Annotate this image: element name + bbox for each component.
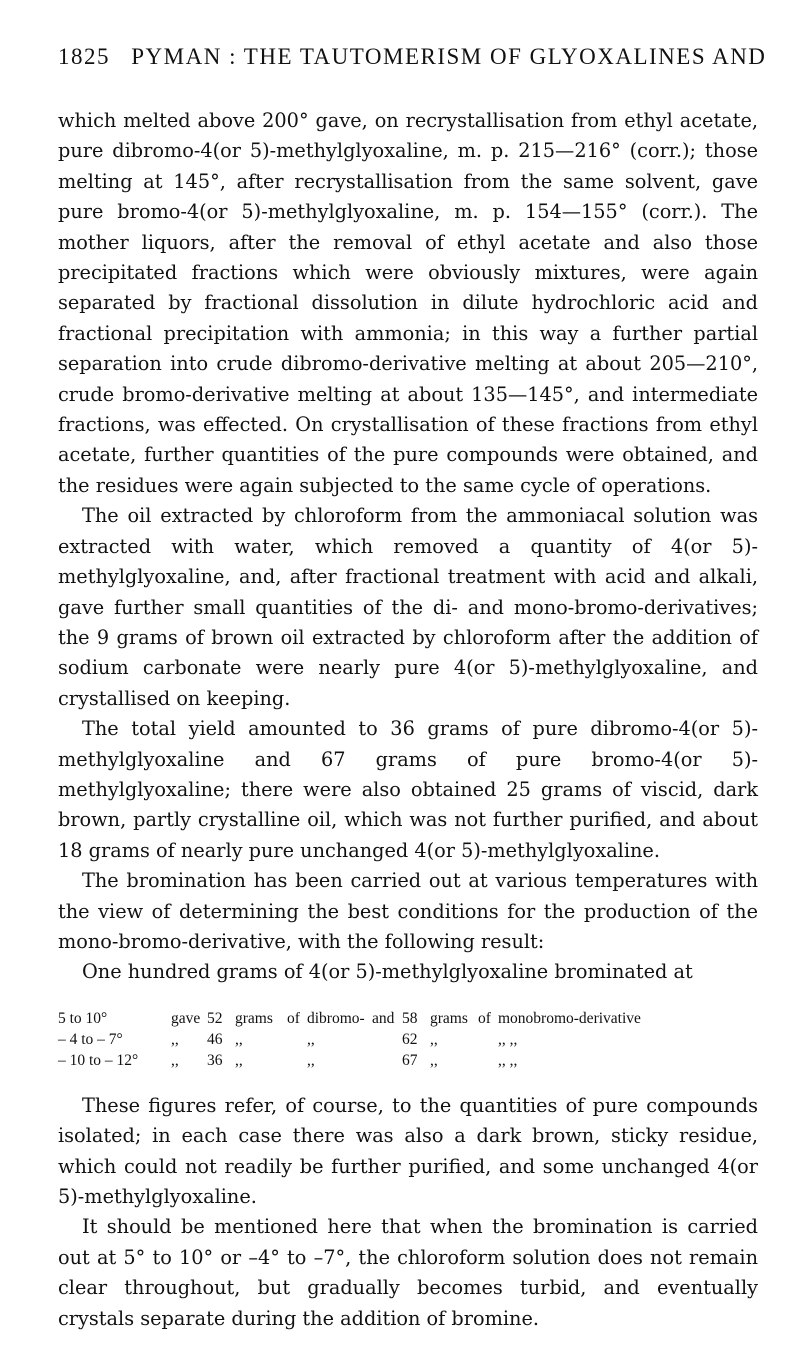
table-cell: of <box>478 1009 491 1027</box>
paragraph: which melted above 200° gave, on recrystallisation from ethyl acetate, pure dibromo-4(or 5)-methylglyoxaline, m. p. 215—216° (corr.); those melting at 145°, after recrystallisation from the same solvent, gave pure bromo-4(or 5)-methylglyoxaline, m. p. 154—155° (corr.). The mother liquors, after the removal of ethyl acetate and also those precipitated fractions which were obviously mixtures, were again separated by fractional dissolution in dilute hydrochloric acid and fractional precipitation with ammonia; in this way a further partial separation into crude dibromo-derivative melting at about 205—210°, crude bromo-derivative melting at about 135—145°, and intermediate fractions, was effected. On crystallisation of these fractions from ethyl acetate, further quantities of the pure compounds were obtained, and the residues were again subjected to the same cycle of operations. <box>58 109 758 497</box>
monobromo-grams: 58 <box>402 1009 418 1027</box>
table-cell: ,, <box>171 1030 179 1048</box>
table-cell: ,, ,, <box>498 1030 518 1048</box>
bromination-results-table <box>58 1008 758 1071</box>
table-cell <box>478 1029 498 1050</box>
table-cell: and <box>372 1009 395 1027</box>
table-cell: ,, <box>430 1051 438 1069</box>
temperature-range: – 4 to – 7° <box>58 1030 123 1048</box>
table-row <box>58 1029 758 1050</box>
table-cell: grams <box>430 1009 468 1027</box>
dibromo-grams: 46 <box>207 1030 223 1048</box>
table-cell: ,, <box>171 1051 179 1069</box>
table-cell: ,, ,, <box>498 1051 518 1069</box>
paragraph: The oil extracted by chloroform from the ammoniacal solution was extracted with water, which removed a quantity of 4(or 5)-methylglyoxaline, and, after fractional treatment with acid and alkali, gave further small quantities of the di- and mono-bromo-derivatives; the 9 grams of brown oil extracted by chloroform after the addition of sodium carbonate were nearly pure 4(or 5)-methylglyoxaline, and crystallised on keeping. <box>58 504 758 710</box>
table-row <box>58 1008 758 1029</box>
table-cell: ,, <box>235 1051 243 1069</box>
dibromo-grams: 36 <box>207 1051 223 1069</box>
monobromo-grams: 67 <box>402 1051 418 1069</box>
table-cell: ,, <box>430 1030 438 1048</box>
temperature-range: – 10 to – 12° <box>58 1051 139 1069</box>
table-cell: ,, <box>235 1030 243 1048</box>
paragraph: One hundred grams of 4(or 5)-methylglyoxaline brominated at <box>82 960 693 984</box>
table-cell: grams <box>235 1009 273 1027</box>
table-cell: gave <box>171 1009 201 1027</box>
table-cell: ,, <box>307 1051 315 1069</box>
table-cell <box>287 1050 307 1071</box>
table-cell: ,, <box>307 1030 315 1048</box>
running-header <box>58 44 767 84</box>
table-row <box>58 1050 758 1071</box>
temperature-range: 5 to 10° <box>58 1009 108 1027</box>
running-title: PYMAN : THE TAUTOMERISM OF GLYOXALINES AND <box>131 44 767 69</box>
paragraph: The bromination has been carried out at various temperatures with the view of determining the best conditions for the production of the mono-bromo-derivative, with the following result: <box>58 869 758 953</box>
page-number: 1825 <box>58 44 110 69</box>
paragraph: The total yield amounted to 36 grams of pure dibromo-4(or 5)-methylglyoxaline and 67 grams of pure bromo-4(or 5)-methylglyoxaline; there were also obtained 25 grams of viscid, dark brown, partly crystalline oil, which was not further purified, and about 18 grams of nearly pure unchanged 4(or 5)-methylglyoxaline. <box>58 717 758 862</box>
table-cell <box>478 1050 498 1071</box>
paragraph: It should be mentioned here that when the bromination is carried out at 5° to 10° or –4° to –7°, the chloroform solution does not remain clear throughout, but gradually becomes turbid, and eventually crystals separate during the addition of bromine. <box>58 1215 758 1330</box>
body-text <box>58 106 758 1334</box>
monobromo-grams: 62 <box>402 1030 418 1048</box>
paragraph: These figures refer, of course, to the quantities of pure compounds isolated; in each case there was also a dark brown, sticky residue, which could not readily be further purified, and some unchanged 4(or 5)-methylglyoxaline. <box>58 1093 758 1208</box>
table-cell <box>372 1050 402 1071</box>
dibromo-grams: 52 <box>207 1009 223 1027</box>
table-cell: monobromo-derivative <box>498 1009 641 1027</box>
table-cell <box>372 1029 402 1050</box>
table-cell: dibromo- <box>307 1009 365 1027</box>
table-cell: of <box>287 1009 300 1027</box>
table-cell <box>287 1029 307 1050</box>
